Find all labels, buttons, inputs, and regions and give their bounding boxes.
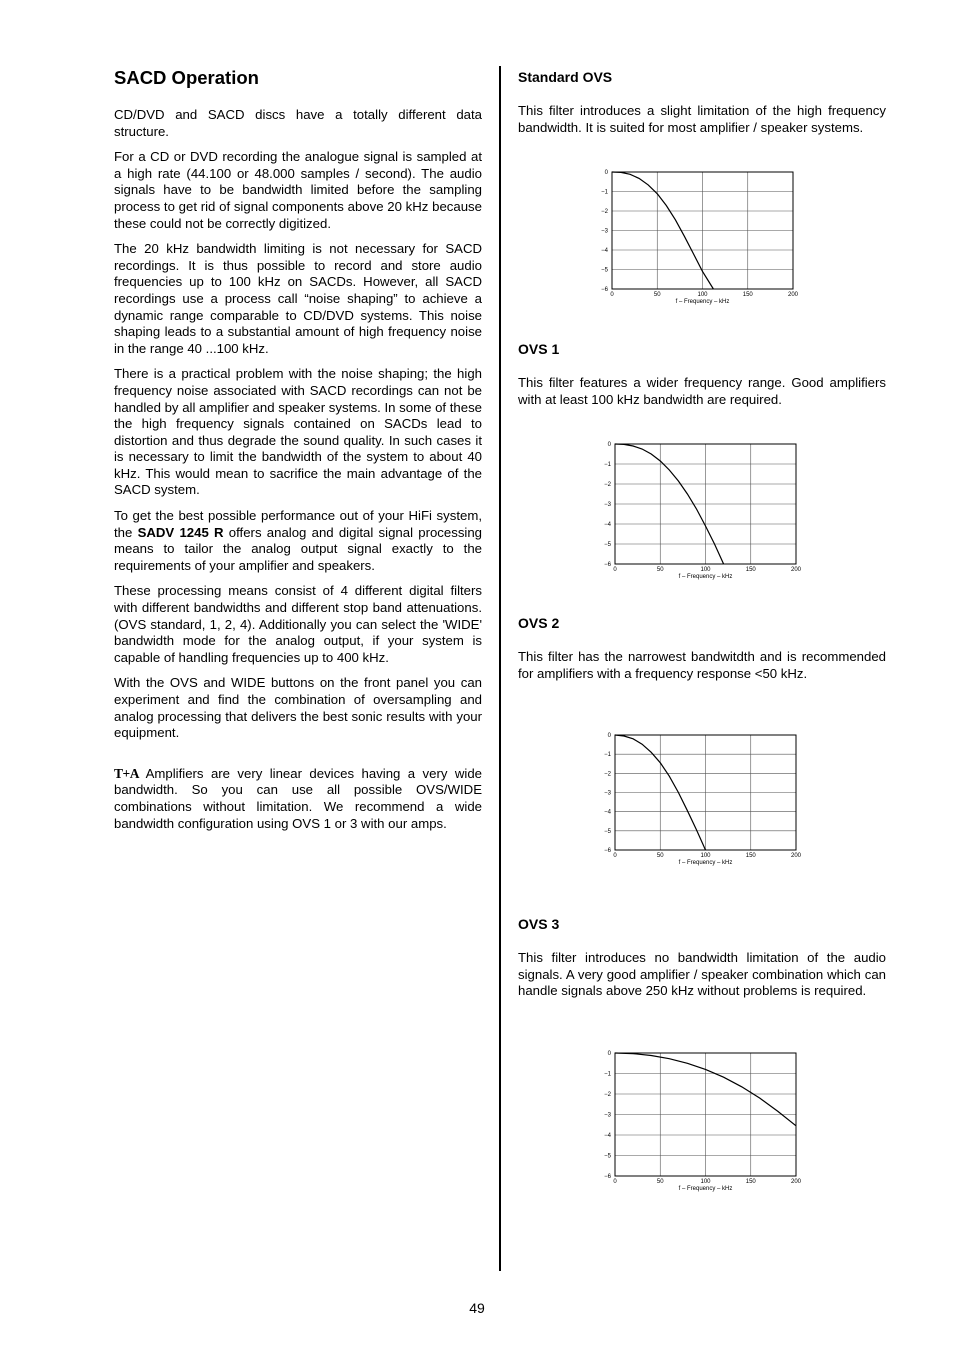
y-tick-label: 0 (607, 1051, 611, 1057)
y-tick-label: −6 (604, 562, 611, 568)
y-tick-label: −1 (601, 189, 608, 196)
y-tick-label: −4 (601, 248, 608, 254)
y-tick-label: 0 (607, 442, 611, 448)
y-tick-label: −6 (601, 287, 608, 293)
y-tick-label: −3 (604, 1112, 611, 1119)
x-tick-label: 100 (700, 1179, 711, 1185)
standard-ovs-text: This filter introduces a slight limitation of the high frequency bandwidth. It is suited for most amplifier / speaker systems. (518, 103, 886, 135)
x-axis-label: f – Frequency – kHz (678, 574, 733, 580)
x-axis-label: f – Frequency – kHz (678, 860, 733, 866)
page-title: SACD Operation (114, 67, 259, 88)
x-tick-label: 200 (790, 853, 802, 859)
brand-logo: T+A (114, 765, 139, 781)
paragraph-7: With the OVS and WIDE buttons on the front panel you can experiment and find the combination of oversampling and analog processing that delivers the best sonic results with your equipment. (114, 675, 482, 741)
x-tick-label: 150 (742, 292, 753, 298)
page-number: 49 (469, 1300, 485, 1316)
x-tick-label: 150 (745, 853, 756, 859)
x-tick-label: 0 (613, 567, 617, 573)
x-tick-label: 100 (700, 567, 711, 573)
paragraph-4: There is a practical problem with the noise shaping; the high frequency noise associated with SACD recordings can not be handled by all amplifier and speaker systems. In some of these the high frequency signals contained on SACDs lead to distortion and thus degrade the sound quality. In such cases it is necessary to limit the bandwidth of the system to about 40 kHz. This would mean to sacrifice the main advantage of the SACD system. (114, 366, 482, 498)
ovs2-heading: OVS 2 (518, 615, 560, 631)
standard-ovs-heading: Standard OVS (518, 69, 613, 85)
y-tick-label: −3 (604, 502, 611, 508)
paragraph-8-text: Amplifiers are very linear devices having a very wide bandwidth. So you can use all possible OVS/WIDE combinations without limitation. We recommend a wide bandwidth configuration using OVS 1 or 3 with our amps. (114, 765, 482, 831)
y-tick-label: −2 (604, 771, 611, 778)
x-tick-label: 50 (656, 1179, 664, 1185)
y-tick-label: −5 (604, 828, 611, 835)
ovs1-text: This filter features a wider frequency range. Good amplifiers with at least 100 kHz bandwidth are required. (518, 375, 886, 407)
x-tick-label: 0 (613, 1179, 617, 1185)
y-tick-label: −1 (604, 752, 611, 759)
x-tick-label: 200 (790, 567, 802, 573)
x-tick-label: 0 (610, 292, 614, 298)
x-tick-label: 200 (787, 292, 799, 298)
paragraph-1: CD/DVD and SACD discs have a totally different data structure. (114, 107, 482, 139)
y-tick-label: −3 (601, 228, 608, 235)
paragraph-5-post: offers analog and digital signal processing means to tailor the analog output signal exactly to the requirements of your amplifier and speakers. (114, 524, 483, 573)
y-tick-label: −6 (604, 848, 611, 854)
y-tick-label: −1 (604, 1071, 611, 1078)
y-tick-label: −1 (604, 462, 611, 468)
x-tick-label: 100 (700, 853, 711, 859)
x-axis-label: f – Frequency – kHz (678, 1186, 733, 1192)
y-tick-label: −4 (604, 1133, 611, 1139)
x-tick-label: 200 (790, 1179, 802, 1185)
y-tick-label: −2 (601, 209, 608, 215)
ovs2-text: This filter has the narrowest bandwitdth and is recommended for amplifiers with a frequency response <50 kHz. (518, 649, 886, 681)
y-tick-label: 0 (607, 733, 611, 739)
y-tick-label: −4 (604, 522, 611, 528)
y-tick-label: −2 (604, 1092, 611, 1098)
x-tick-label: 100 (697, 292, 708, 298)
x-tick-label: 150 (745, 1179, 756, 1185)
x-tick-label: 0 (613, 853, 617, 859)
x-axis-label: f – Frequency – kHz (675, 299, 730, 305)
x-tick-label: 50 (653, 292, 661, 298)
x-tick-label: 50 (656, 567, 664, 573)
paragraph-5-pre: To get the best possible performance out of your HiFi system, the (114, 508, 482, 540)
y-tick-label: −6 (604, 1174, 611, 1180)
y-tick-label: −5 (601, 267, 608, 274)
ovs3-heading: OVS 3 (518, 916, 560, 932)
paragraph-2: For a CD or DVD recording the analogue signal is sampled at a high rate (44.100 or 48.000 samples / second). The audio signals have to be bandwidth limited before the sampling process to get rid of signal components above 20 kHz because these could not be correctly digitized. (114, 149, 482, 231)
y-tick-label: −2 (604, 482, 611, 488)
product-name: SADV 1245 R (137, 524, 224, 540)
y-tick-label: −5 (604, 1153, 611, 1160)
y-tick-label: −5 (604, 542, 611, 548)
ovs1-heading: OVS 1 (518, 341, 560, 357)
y-tick-label: −4 (604, 809, 611, 816)
y-tick-label: 0 (604, 170, 608, 176)
paragraph-3: The 20 kHz bandwidth limiting is not necessary for SACD recordings. It is thus possible to record and store audio frequencies up to 100 kHz on SACDs. However, all SACD recordings use a process call “noise shaping” to achieve a dynamic range comparable to CD/DVD systems. This noise shaping leads to a substantial amount of high frequency noise in the range 40 ...100 kHz. (114, 241, 482, 356)
paragraph-6: These processing means consist of 4 different digital filters with different bandwidths and different stop band attenuations. (OVS standard, 1, 2, 4). Additionally you can select the 'WIDE' bandwidth mode for the analog output, if your system is capable of handling frequencies up to 400 kHz. (114, 583, 482, 665)
x-tick-label: 50 (656, 853, 664, 859)
x-tick-label: 150 (745, 567, 756, 573)
y-tick-label: −3 (604, 790, 611, 797)
ovs3-text: This filter introduces no bandwidth limitation of the audio signals. A very good amplifier / speaker combination which can handle signals above 250 kHz without problems is required. (518, 950, 886, 999)
